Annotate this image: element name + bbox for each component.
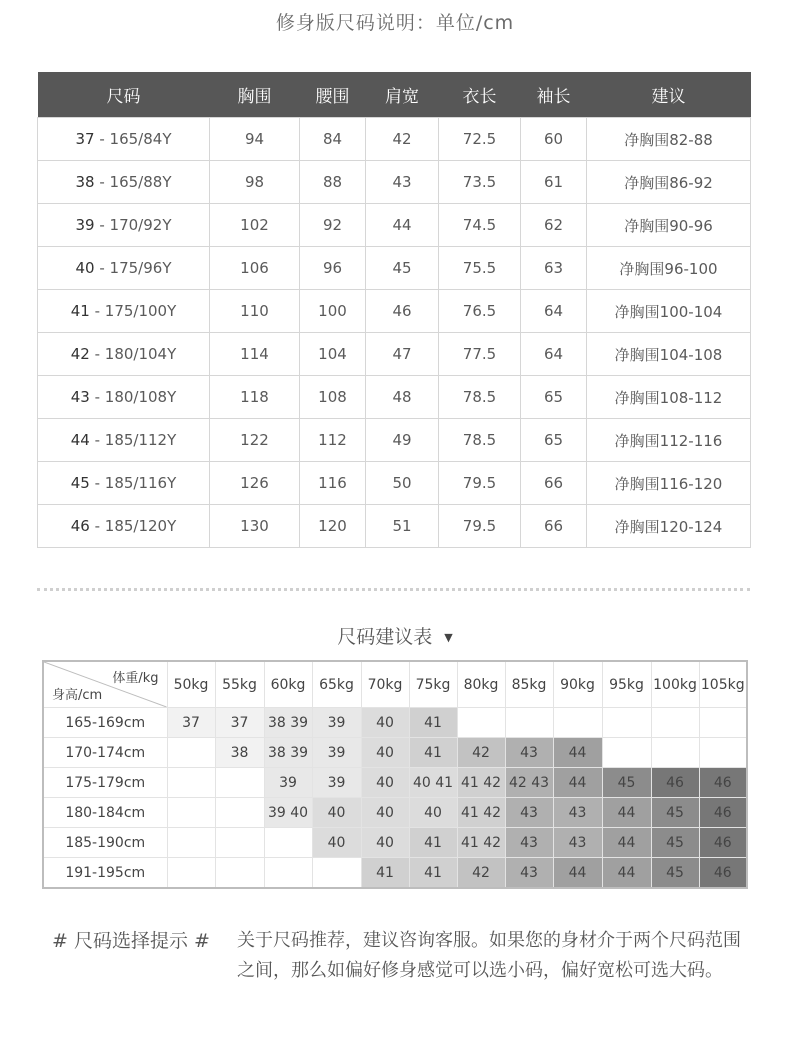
- size-row: [38, 161, 751, 204]
- waist-value: 108: [300, 376, 366, 419]
- size-number: 42: [70, 345, 90, 363]
- recommend-cell: 39: [264, 768, 312, 798]
- recommend-cell: [312, 858, 361, 889]
- shoulder-value: 42: [366, 118, 439, 161]
- size-spec: - 175/100Y: [89, 302, 177, 320]
- size-number: 37: [75, 130, 95, 148]
- recommend-cell: 46: [699, 828, 747, 858]
- size-row: [38, 290, 751, 333]
- size-cell: [38, 333, 210, 376]
- recommend-cell: 44: [602, 858, 651, 889]
- waist-value: 84: [300, 118, 366, 161]
- chest-value: 110: [210, 290, 300, 333]
- recommend-cell: 46: [699, 858, 747, 889]
- sleeve-value: 66: [521, 462, 587, 505]
- recommend-cell: 44: [553, 738, 602, 768]
- size-number: 44: [70, 431, 90, 449]
- dotted-divider: [37, 588, 750, 591]
- recommend-cell: 39: [312, 738, 361, 768]
- recommend-title-text: 尺码建议表: [337, 626, 433, 648]
- waist-value: 104: [300, 333, 366, 376]
- recommend-cell: 44: [602, 828, 651, 858]
- recommend-cell: 40 41: [409, 768, 457, 798]
- size-number: 45: [70, 474, 90, 492]
- header-size: 尺码: [38, 72, 210, 118]
- length-value: 77.5: [439, 333, 521, 376]
- recommend-cell: 41: [361, 858, 409, 889]
- size-spec: - 185/116Y: [89, 474, 177, 492]
- waist-value: 120: [300, 505, 366, 548]
- recommend-cell: [602, 708, 651, 738]
- length-value: 78.5: [439, 419, 521, 462]
- size-row: [38, 419, 751, 462]
- recommend-cell: 44: [602, 798, 651, 828]
- height-range-label: 185-190cm: [43, 828, 167, 858]
- recommend-cell: [505, 708, 553, 738]
- size-cell: [38, 505, 210, 548]
- weight-header: 65kg: [312, 661, 361, 708]
- advice-value: 净胸围82-88: [587, 118, 751, 161]
- recommend-cell: 40: [312, 798, 361, 828]
- size-spec: - 185/112Y: [89, 431, 177, 449]
- recommend-cell: 45: [651, 828, 699, 858]
- header-chest: 胸围: [210, 72, 300, 118]
- recommend-cell: 44: [553, 858, 602, 889]
- recommend-cell: 37: [215, 708, 264, 738]
- size-spec: - 175/96Y: [94, 259, 172, 277]
- recommend-cell: 44: [553, 768, 602, 798]
- recommend-cell: 41: [409, 828, 457, 858]
- recommend-cell: 42 43: [505, 768, 553, 798]
- sleeve-value: 63: [521, 247, 587, 290]
- size-number: 41: [70, 302, 90, 320]
- advice-value: 净胸围90-96: [587, 204, 751, 247]
- size-spec: - 165/88Y: [94, 173, 172, 191]
- sleeve-value: 66: [521, 505, 587, 548]
- recommend-cell: 41: [409, 708, 457, 738]
- recommend-cell: [553, 708, 602, 738]
- recommend-cell: [167, 798, 215, 828]
- recommend-cell: [457, 708, 505, 738]
- recommend-cell: 39: [312, 768, 361, 798]
- length-value: 78.5: [439, 376, 521, 419]
- chest-value: 118: [210, 376, 300, 419]
- tip-text: 关于尺码推荐，建议咨询客服。如果您的身材介于两个尺码范围之间，那么如偏好修身感觉可以选小码，偏好宽松可选大码。: [237, 930, 741, 981]
- size-number: 40: [75, 259, 95, 277]
- recommend-cell: 46: [651, 768, 699, 798]
- size-cell: [38, 376, 210, 419]
- size-cell: [38, 118, 210, 161]
- recommend-cell: [167, 768, 215, 798]
- weight-header: 70kg: [361, 661, 409, 708]
- recommend-corner-cell: [43, 661, 167, 708]
- weight-header: 75kg: [409, 661, 457, 708]
- sleeve-value: 64: [521, 333, 587, 376]
- sleeve-value: 60: [521, 118, 587, 161]
- recommend-row: [43, 738, 747, 768]
- length-value: 79.5: [439, 505, 521, 548]
- recommend-cell: 41 42: [457, 798, 505, 828]
- recommend-cell: [167, 738, 215, 768]
- recommend-cell: [264, 828, 312, 858]
- shoulder-value: 49: [366, 419, 439, 462]
- recommend-cell: [699, 708, 747, 738]
- length-value: 72.5: [439, 118, 521, 161]
- recommend-cell: [215, 828, 264, 858]
- recommend-cell: 40: [361, 828, 409, 858]
- sleeve-value: 65: [521, 419, 587, 462]
- chest-value: 106: [210, 247, 300, 290]
- recommend-cell: 43: [505, 858, 553, 889]
- size-table: [37, 72, 751, 548]
- chest-value: 130: [210, 505, 300, 548]
- advice-value: 净胸围116-120: [587, 462, 751, 505]
- recommend-cell: 46: [699, 768, 747, 798]
- size-row: [38, 247, 751, 290]
- tip-label: # 尺码选择提示 #: [52, 930, 210, 952]
- shoulder-value: 50: [366, 462, 439, 505]
- recommend-table: [42, 660, 748, 889]
- size-number: 46: [70, 517, 90, 535]
- recommend-cell: [167, 858, 215, 889]
- height-range-label: 165-169cm: [43, 708, 167, 738]
- recommend-cell: 46: [699, 798, 747, 828]
- length-value: 75.5: [439, 247, 521, 290]
- size-row: [38, 333, 751, 376]
- chest-value: 94: [210, 118, 300, 161]
- recommend-cell: 43: [553, 828, 602, 858]
- weight-header: 90kg: [553, 661, 602, 708]
- recommend-cell: 43: [553, 798, 602, 828]
- waist-value: 100: [300, 290, 366, 333]
- recommend-cell: 38 39: [264, 738, 312, 768]
- advice-value: 净胸围104-108: [587, 333, 751, 376]
- shoulder-value: 45: [366, 247, 439, 290]
- length-value: 73.5: [439, 161, 521, 204]
- weight-header: 105kg: [699, 661, 747, 708]
- size-number: 38: [75, 173, 95, 191]
- length-value: 79.5: [439, 462, 521, 505]
- header-shoulder: 肩宽: [366, 72, 439, 118]
- recommend-cell: 38: [215, 738, 264, 768]
- recommend-cell: 43: [505, 828, 553, 858]
- recommend-row: [43, 708, 747, 738]
- recommend-cell: 45: [602, 768, 651, 798]
- size-spec: - 170/92Y: [94, 216, 172, 234]
- recommend-cell: 43: [505, 798, 553, 828]
- recommend-cell: [651, 738, 699, 768]
- weight-header: 85kg: [505, 661, 553, 708]
- recommend-cell: 41 42: [457, 828, 505, 858]
- sleeve-value: 65: [521, 376, 587, 419]
- advice-value: 净胸围112-116: [587, 419, 751, 462]
- page-title: 修身版尺码说明：单位/cm: [275, 12, 515, 34]
- height-range-label: 180-184cm: [43, 798, 167, 828]
- weight-header: 80kg: [457, 661, 505, 708]
- chest-value: 98: [210, 161, 300, 204]
- recommend-cell: 41: [409, 738, 457, 768]
- waist-value: 92: [300, 204, 366, 247]
- recommend-cell: 40: [361, 708, 409, 738]
- header-advice: 建议: [587, 72, 751, 118]
- size-spec: - 180/108Y: [89, 388, 177, 406]
- size-spec: - 180/104Y: [89, 345, 177, 363]
- advice-value: 净胸围108-112: [587, 376, 751, 419]
- recommend-cell: 45: [651, 858, 699, 889]
- size-number: 43: [70, 388, 90, 406]
- weight-header: 50kg: [167, 661, 215, 708]
- recommend-cell: [699, 738, 747, 768]
- recommend-cell: 40: [361, 798, 409, 828]
- recommend-cell: 43: [505, 738, 553, 768]
- waist-value: 96: [300, 247, 366, 290]
- weight-header: 60kg: [264, 661, 312, 708]
- size-row: [38, 118, 751, 161]
- weight-header: 95kg: [602, 661, 651, 708]
- recommend-cell: 37: [167, 708, 215, 738]
- sleeve-value: 64: [521, 290, 587, 333]
- length-value: 76.5: [439, 290, 521, 333]
- advice-value: 净胸围120-124: [587, 505, 751, 548]
- recommend-cell: [215, 858, 264, 889]
- recommend-cell: 41 42: [457, 768, 505, 798]
- chest-value: 114: [210, 333, 300, 376]
- triangle-down-icon: ▼: [444, 631, 453, 644]
- shoulder-value: 46: [366, 290, 439, 333]
- weight-axis-label: 体重/kg: [112, 671, 159, 686]
- recommend-cell: [264, 858, 312, 889]
- recommend-cell: 39 40: [264, 798, 312, 828]
- weight-header: 55kg: [215, 661, 264, 708]
- height-axis-label: 身高/cm: [52, 688, 103, 703]
- size-cell: [38, 290, 210, 333]
- shoulder-value: 43: [366, 161, 439, 204]
- recommend-cell: 42: [457, 738, 505, 768]
- recommend-cell: 39: [312, 708, 361, 738]
- recommend-cell: 38 39: [264, 708, 312, 738]
- size-table-header: [38, 72, 751, 118]
- size-row: [38, 204, 751, 247]
- recommend-cell: 41: [409, 858, 457, 889]
- recommend-cell: [215, 768, 264, 798]
- recommend-cell: [167, 828, 215, 858]
- advice-value: 净胸围96-100: [587, 247, 751, 290]
- height-range-label: 175-179cm: [43, 768, 167, 798]
- shoulder-value: 48: [366, 376, 439, 419]
- size-number: 39: [75, 216, 95, 234]
- shoulder-value: 44: [366, 204, 439, 247]
- sleeve-value: 61: [521, 161, 587, 204]
- recommend-header-row: [43, 661, 747, 708]
- recommend-cell: 42: [457, 858, 505, 889]
- recommend-cell: 40: [361, 738, 409, 768]
- size-spec: - 185/120Y: [89, 517, 177, 535]
- recommend-row: [43, 798, 747, 828]
- waist-value: 116: [300, 462, 366, 505]
- chest-value: 122: [210, 419, 300, 462]
- advice-value: 净胸围86-92: [587, 161, 751, 204]
- size-cell: [38, 419, 210, 462]
- chest-value: 102: [210, 204, 300, 247]
- sleeve-value: 62: [521, 204, 587, 247]
- size-row: [38, 462, 751, 505]
- size-row: [38, 376, 751, 419]
- size-row: [38, 505, 751, 548]
- recommend-cell: 40: [361, 768, 409, 798]
- chest-value: 126: [210, 462, 300, 505]
- height-range-label: 170-174cm: [43, 738, 167, 768]
- recommend-row: [43, 768, 747, 798]
- recommend-row: [43, 828, 747, 858]
- recommend-cell: [602, 738, 651, 768]
- header-sleeve: 袖长: [521, 72, 587, 118]
- shoulder-value: 47: [366, 333, 439, 376]
- header-length: 衣长: [439, 72, 521, 118]
- weight-header: 100kg: [651, 661, 699, 708]
- waist-value: 112: [300, 419, 366, 462]
- size-cell: [38, 462, 210, 505]
- size-spec: - 165/84Y: [94, 130, 172, 148]
- recommend-cell: [215, 798, 264, 828]
- size-cell: [38, 204, 210, 247]
- recommend-title: [0, 622, 790, 649]
- size-cell: [38, 161, 210, 204]
- header-waist: 腰围: [300, 72, 366, 118]
- recommend-cell: 40: [409, 798, 457, 828]
- size-cell: [38, 247, 210, 290]
- length-value: 74.5: [439, 204, 521, 247]
- recommend-cell: [651, 708, 699, 738]
- waist-value: 88: [300, 161, 366, 204]
- recommend-row: [43, 858, 747, 889]
- recommend-cell: 45: [651, 798, 699, 828]
- recommend-cell: 40: [312, 828, 361, 858]
- advice-value: 净胸围100-104: [587, 290, 751, 333]
- shoulder-value: 51: [366, 505, 439, 548]
- height-range-label: 191-195cm: [43, 858, 167, 889]
